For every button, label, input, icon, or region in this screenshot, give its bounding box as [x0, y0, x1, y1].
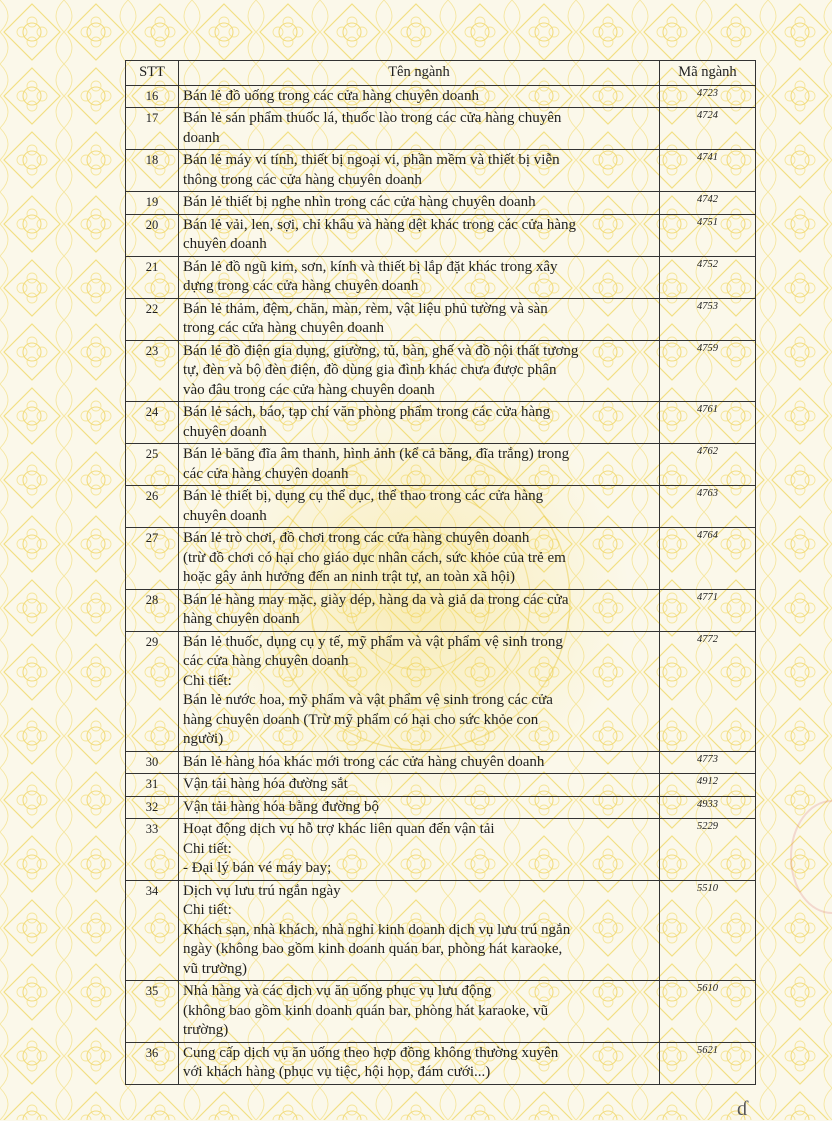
business-name-line: Bán lẻ băng đĩa âm thanh, hình ảnh (kể cả băng, đĩa trắng) trong [183, 446, 570, 462]
business-name-line: Bán lẻ thuốc, dụng cụ y tế, mỹ phẩm và vật phẩm vệ sinh trong [183, 633, 563, 650]
handwritten-initial-mark: ɗ [737, 1098, 747, 1120]
row-industry-code: 4724 [660, 108, 756, 150]
row-stt: 36 [126, 1042, 179, 1084]
business-name-line: Bán lẻ thiết bị, dụng cụ thể dục, thể thao trong các cửa hàng [183, 488, 544, 504]
business-name-line: ngày (không bao gồm kinh doanh quán bar, phòng hát karaoke, [183, 941, 563, 957]
business-name-line: Dịch vụ lưu trú ngắn ngày [183, 882, 341, 899]
row-business-name [179, 819, 660, 881]
table-row [126, 774, 756, 797]
business-name-line: Bán lẻ hàng hóa khác mới trong các cửa hàng chuyên doanh [183, 753, 545, 770]
business-name-line: người) [183, 731, 224, 747]
business-name-line: Khách sạn, nhà khách, nhà nghỉ kinh doanh dịch vụ lưu trú ngắn [183, 921, 571, 938]
row-industry-code: 4773 [660, 751, 756, 774]
row-business-name [179, 214, 660, 256]
table-row [126, 214, 756, 256]
business-name-line: Bán lẻ hàng may mặc, giày dép, hàng da và giả da trong các cửa [183, 591, 569, 608]
row-industry-code: 4752 [660, 256, 756, 298]
row-stt: 34 [126, 880, 179, 981]
business-name-line: trong các cửa hàng chuyên doanh [183, 320, 384, 336]
table-row [126, 589, 756, 631]
row-business-name [179, 774, 660, 797]
row-stt: 22 [126, 298, 179, 340]
row-stt: 30 [126, 751, 179, 774]
business-name-line: Bán lẻ đồ điện gia dụng, giường, tủ, bàn, ghế và đồ nội thất tương [183, 342, 579, 359]
business-name-line: hàng chuyên doanh (Trừ mỹ phẩm có hại cho sức khỏe con [183, 711, 539, 728]
business-name-line: Bán lẻ đồ uống trong các cửa hàng chuyên doanh [183, 87, 479, 104]
column-header-code: Mã ngành [660, 61, 756, 86]
business-lines-table [125, 60, 756, 1085]
row-stt: 28 [126, 589, 179, 631]
row-business-name [179, 150, 660, 192]
business-name-line: các cửa hàng chuyên doanh [183, 653, 349, 669]
table-row [126, 631, 756, 751]
business-name-line: Chi tiết: [183, 902, 232, 918]
row-stt: 35 [126, 981, 179, 1043]
table-row [126, 486, 756, 528]
table-row [126, 402, 756, 444]
row-business-name [179, 796, 660, 819]
table-row [126, 880, 756, 981]
table-header-row [126, 61, 756, 86]
row-stt: 20 [126, 214, 179, 256]
column-header-name: Tên ngành [179, 61, 660, 86]
row-stt: 29 [126, 631, 179, 751]
table-row [126, 444, 756, 486]
table-row [126, 150, 756, 192]
business-name-line: Bán lẻ đồ ngũ kim, sơn, kính và thiết bị lắp đặt khác trong xây [183, 258, 558, 275]
business-name-line: Bán lẻ thiết bị nghe nhìn trong các cửa hàng chuyên doanh [183, 194, 536, 210]
row-stt: 32 [126, 796, 179, 819]
row-business-name [179, 256, 660, 298]
row-business-name [179, 880, 660, 981]
business-name-line: Bán lẻ thảm, đệm, chăn, màn, rèm, vật liệu phủ tường và sàn [183, 300, 548, 317]
row-industry-code: 5610 [660, 981, 756, 1043]
business-name-line: Nhà hàng và các dịch vụ ăn uống phục vụ lưu động [183, 983, 492, 999]
business-name-line: (không bao gồm kinh doanh quán bar, phòng hát karaoke, vũ [183, 1002, 549, 1019]
row-industry-code: 4772 [660, 631, 756, 751]
business-name-line: thông trong các cửa hàng chuyên doanh [183, 171, 422, 188]
business-name-line: Bán lẻ sách, báo, tạp chí văn phòng phẩm trong các cửa hàng [183, 404, 551, 420]
row-business-name [179, 1042, 660, 1084]
business-name-line: - Đại lý bán vé máy bay; [183, 860, 332, 876]
row-business-name [179, 85, 660, 108]
business-name-line: Bán lẻ máy vi tính, thiết bị ngoại vi, phần mềm và thiết bị viễn [183, 152, 560, 168]
business-name-line: Vận tải hàng hóa bằng đường bộ [183, 798, 380, 815]
row-industry-code: 4764 [660, 528, 756, 590]
row-business-name [179, 631, 660, 751]
table-body [126, 85, 756, 1084]
row-stt: 27 [126, 528, 179, 590]
row-stt: 33 [126, 819, 179, 881]
row-industry-code: 4762 [660, 444, 756, 486]
row-business-name [179, 486, 660, 528]
business-name-line: Bán lẻ vải, len, sợi, chỉ khâu và hàng dệt khác trong các cửa hàng [183, 216, 577, 233]
business-name-line: chuyên doanh [183, 423, 267, 440]
table-row [126, 192, 756, 215]
row-stt: 24 [126, 402, 179, 444]
business-name-line: Vận tải hàng hóa đường sắt [183, 776, 348, 792]
table-row [126, 981, 756, 1043]
row-business-name [179, 402, 660, 444]
table-row [126, 85, 756, 108]
business-name-line: hoặc gây ảnh hưởng đến an ninh trật tự, an toàn xã hội) [183, 569, 516, 585]
table-row [126, 819, 756, 881]
row-stt: 16 [126, 85, 179, 108]
row-industry-code: 5229 [660, 819, 756, 881]
row-stt: 25 [126, 444, 179, 486]
row-industry-code: 4933 [660, 796, 756, 819]
row-business-name [179, 108, 660, 150]
business-name-line: trường) [183, 1022, 229, 1038]
business-name-line: với khách hàng (phục vụ tiệc, hội họp, đám cưới...) [183, 1064, 491, 1080]
row-stt: 21 [126, 256, 179, 298]
business-name-line: vũ trường) [183, 960, 247, 977]
row-stt: 19 [126, 192, 179, 215]
business-name-line: hàng chuyên doanh [183, 611, 300, 627]
table-row [126, 796, 756, 819]
business-name-line: doanh [183, 129, 220, 146]
row-business-name [179, 981, 660, 1043]
row-industry-code: 5510 [660, 880, 756, 981]
business-name-line: các cửa hàng chuyên doanh [183, 465, 349, 482]
table-row [126, 108, 756, 150]
row-stt: 18 [126, 150, 179, 192]
row-business-name [179, 340, 660, 402]
table-row [126, 751, 756, 774]
row-business-name [179, 298, 660, 340]
row-business-name [179, 192, 660, 215]
row-stt: 23 [126, 340, 179, 402]
business-name-line: tự, đèn và bộ đèn điện, đồ dùng gia đình khác chưa được phân [183, 362, 557, 378]
row-stt: 17 [126, 108, 179, 150]
table-row [126, 1042, 756, 1084]
table-row [126, 256, 756, 298]
row-industry-code: 4753 [660, 298, 756, 340]
business-name-line: chuyên doanh [183, 507, 267, 524]
row-industry-code: 4751 [660, 214, 756, 256]
row-industry-code: 4761 [660, 402, 756, 444]
business-name-line: Hoạt động dịch vụ hỗ trợ khác liên quan đến vận tải [183, 821, 495, 837]
business-name-line: chuyên doanh [183, 236, 267, 252]
business-name-line: Bán lẻ sản phẩm thuốc lá, thuốc lào trong các cửa hàng chuyên [183, 110, 562, 126]
business-name-line: (trừ đồ chơi có hại cho giáo dục nhân cách, sức khỏe của trẻ em [183, 549, 566, 566]
row-industry-code: 4771 [660, 589, 756, 631]
row-stt: 26 [126, 486, 179, 528]
business-name-line: Bán lẻ nước hoa, mỹ phẩm và vật phẩm vệ sinh trong các cửa [183, 692, 553, 708]
table-row [126, 298, 756, 340]
row-business-name [179, 444, 660, 486]
row-business-name [179, 751, 660, 774]
row-industry-code: 4742 [660, 192, 756, 215]
column-header-stt: STT [126, 61, 179, 86]
business-name-line: dựng trong các cửa hàng chuyên doanh [183, 278, 419, 294]
business-name-line: Bán lẻ trò chơi, đồ chơi trong các cửa hàng chuyên doanh [183, 530, 530, 546]
row-business-name [179, 528, 660, 590]
business-name-line: Cung cấp dịch vụ ăn uống theo hợp đồng không thường xuyên [183, 1044, 559, 1061]
row-industry-code: 4759 [660, 340, 756, 402]
row-stt: 31 [126, 774, 179, 797]
row-business-name [179, 589, 660, 631]
row-industry-code: 4723 [660, 85, 756, 108]
row-industry-code: 4763 [660, 486, 756, 528]
table-row [126, 340, 756, 402]
row-industry-code: 4741 [660, 150, 756, 192]
business-name-line: vào đâu trong các cửa hàng chuyên doanh [183, 381, 435, 398]
business-name-line: Chi tiết: [183, 840, 232, 857]
row-industry-code: 4912 [660, 774, 756, 797]
row-industry-code: 5621 [660, 1042, 756, 1084]
table-row [126, 528, 756, 590]
business-name-line: Chi tiết: [183, 672, 232, 689]
